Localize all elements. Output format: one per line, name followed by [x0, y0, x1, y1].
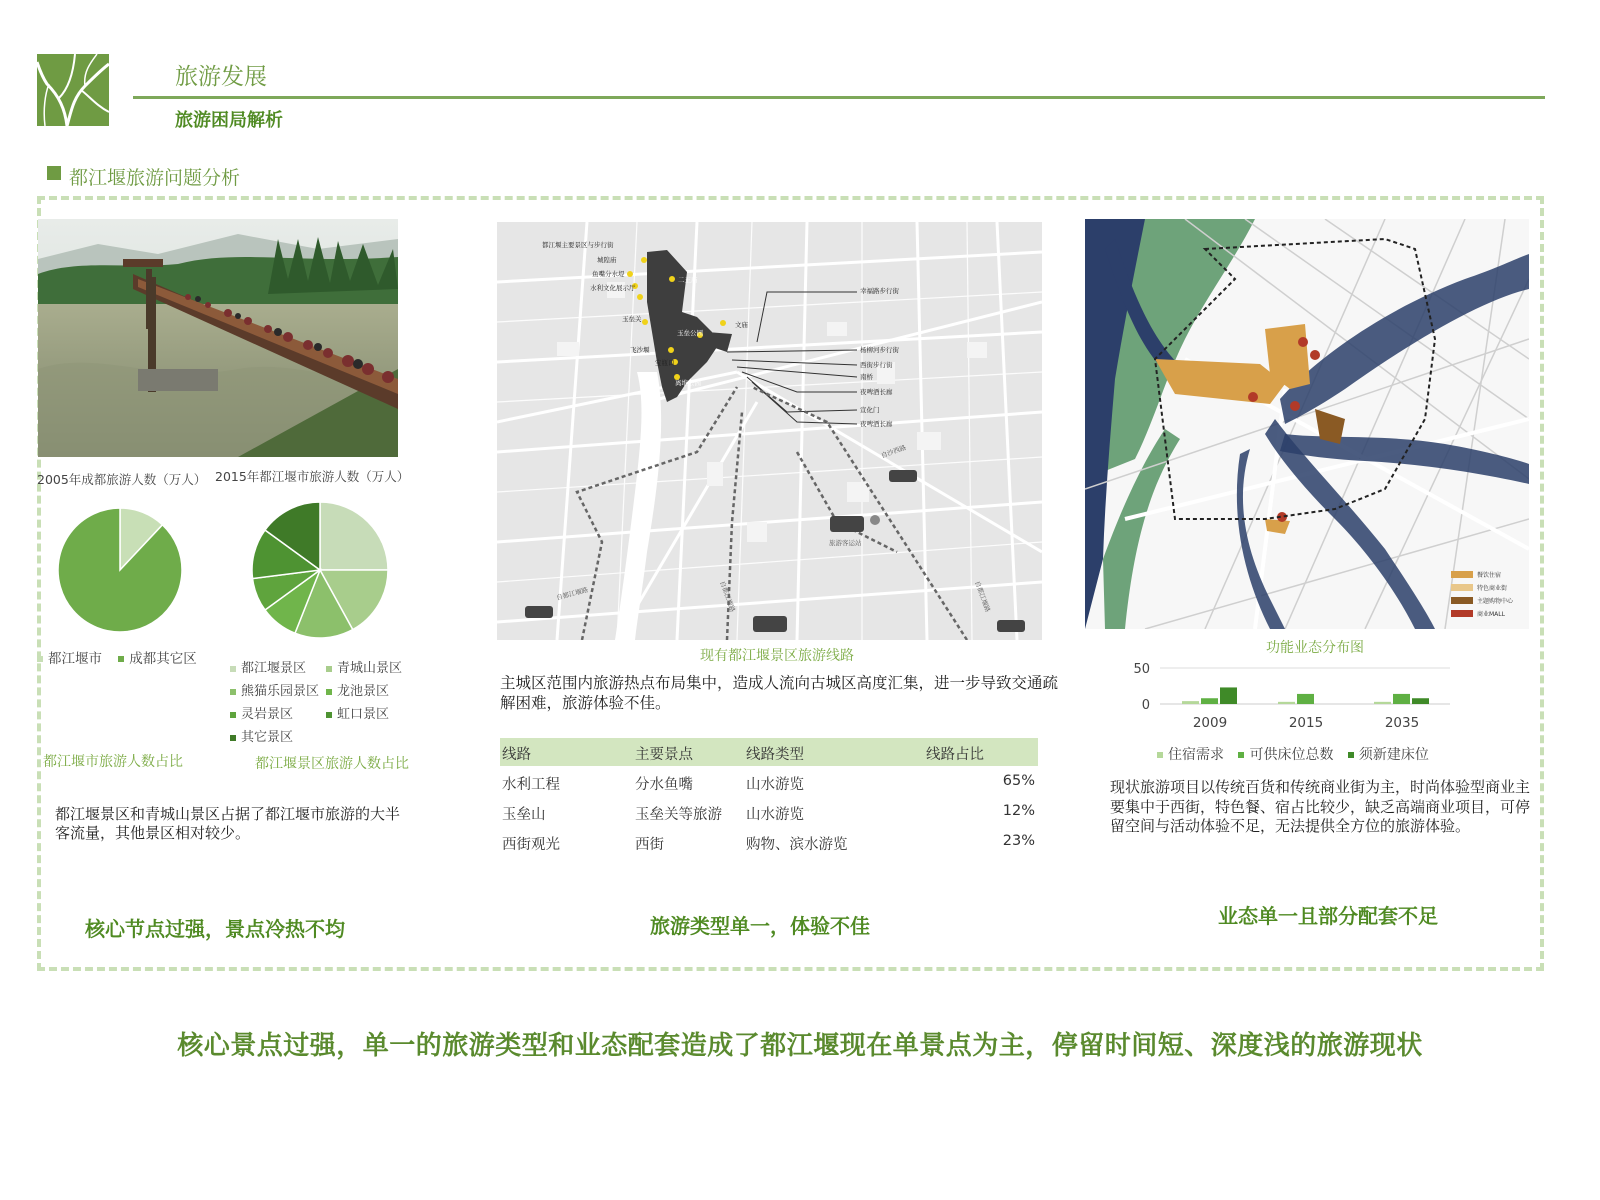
map-street-label: 西街步行街 [860, 361, 893, 369]
bed-bar-chart [1120, 655, 1460, 737]
route-table-cell: 西街观光 [502, 837, 560, 853]
pie2-legend [230, 657, 402, 749]
map-spot-label: 玉垒公园 [677, 329, 703, 337]
map-spot-label: 鱼嘴分水堤 [592, 270, 625, 278]
bar-0-1 [1201, 698, 1218, 704]
map-legend-label: 主题购物中心 [1477, 598, 1514, 605]
map-legend-label: 商业MALL [1477, 611, 1505, 618]
pie2-legend-item: 虹口景区 [337, 707, 390, 722]
bar-0-0 [1182, 701, 1199, 704]
right-paragraph: 现状旅游项目以传统百货和传统商业街为主，时尚体验型商业主要集中于西街，特色餐、宿占比较少，缺乏高端商业项目，可停留空间与活动体验不足，无法提供全方位的旅游体验。 [1110, 778, 1531, 835]
bar-chart-ytick: 0 [1141, 698, 1150, 713]
right-conclusion: 业态单一且部分配套不足 [1218, 904, 1438, 928]
map-spot-label: 都江堰主要景区与步行街 [542, 241, 614, 249]
map-route-label: 自都江堰路 [973, 579, 992, 614]
pie1-title: 2005年成都旅游人数（万人） [37, 472, 207, 487]
bar-chart-ytick: 50 [1133, 662, 1150, 677]
pie2-chart [248, 498, 392, 642]
bar-2-2 [1412, 698, 1429, 704]
route-table-cell: 水利工程 [502, 777, 560, 793]
map-street-label: 夜啤酒长廊 [860, 388, 893, 396]
function-distribution-map [1085, 219, 1529, 629]
page-title: 旅游发展 [175, 64, 267, 90]
pie1-legend-item: 成都其它区 [118, 651, 197, 667]
map-spot-label: 飞沙堰 [630, 346, 650, 354]
pie2-caption: 都江堰景区旅游人数占比 [255, 756, 409, 772]
pie1-legend [37, 647, 197, 667]
route-map-caption: 现有都江堰景区旅游线路 [700, 648, 854, 664]
map-spot-label: 宝瓶口 [655, 359, 675, 367]
bar-0-2 [1220, 687, 1237, 704]
bar-2-1 [1393, 694, 1410, 704]
middle-paragraph: 主城区范围内旅游热点布局集中，造成人流向古城区高度汇集，进一步导致交通疏解困难，旅游体验不佳。 [500, 674, 1059, 712]
route-table-cell: 分水鱼嘴 [635, 777, 693, 793]
middle-conclusion: 旅游类型单一，体验不佳 [650, 914, 870, 938]
map-spot-label: 水利文化展示厅 [590, 284, 636, 292]
bar-chart-legend [1157, 744, 1429, 764]
bar-legend-item: 须新建床位 [1348, 747, 1429, 763]
route-table-header-cell: 线路 [502, 747, 531, 763]
map-street-label: 南桥 [860, 373, 873, 381]
bridge-crowd-photo [38, 219, 398, 457]
route-table-header-cell: 主要景点 [635, 747, 693, 763]
route-table-cell: 西街 [635, 837, 664, 853]
logo-tree-icon [37, 54, 109, 126]
route-table-cell: 山水游览 [746, 777, 804, 793]
pie2-legend-item: 其它景区 [241, 730, 294, 745]
map-route-label: 旅游客运站 [829, 539, 862, 547]
summary-statement: 核心景点过强，单一的旅游类型和业态配套造成了都江堰现在单景点为主，停留时间短、深度浅的旅游现状 [177, 1031, 1423, 1061]
pie2-legend-item: 青城山景区 [337, 661, 403, 676]
map-route-label: 自都江堰路 [718, 579, 737, 614]
route-table-cell: 12% [1002, 803, 1035, 819]
pie2-slice [320, 502, 388, 570]
route-table-header-cell: 线路占比 [926, 747, 984, 763]
map-route-label: 自沙西路 [879, 443, 908, 460]
map-street-label: 夜啤酒长廊 [860, 420, 893, 428]
route-table-header-cell: 线路类型 [746, 747, 804, 763]
map-spot-label: 二王庙 [678, 276, 698, 284]
pie2-legend-item: 都江堰景区 [241, 661, 307, 676]
pie1-chart [50, 500, 190, 640]
bar-1-1 [1297, 694, 1314, 704]
bar-legend-item: 住宿需求 [1157, 747, 1224, 763]
route-table-cell: 65% [1002, 773, 1035, 789]
bar-chart-xtick: 2035 [1384, 715, 1420, 731]
bar-1-0 [1278, 702, 1295, 704]
map-spot-label: 玉垒关 [622, 315, 642, 323]
route-table-cell: 玉垒山 [502, 807, 546, 823]
map-spot-label: 文庙 [735, 321, 748, 329]
pie2-legend-item: 龙池景区 [337, 684, 390, 699]
map-street-label: 宣化门 [860, 406, 880, 414]
map-street-label: 幸福路步行街 [860, 287, 899, 295]
left-conclusion: 核心节点过强，景点冷热不均 [85, 917, 345, 941]
function-map-caption: 功能业态分布图 [1266, 640, 1364, 656]
bar-chart-xtick: 2009 [1192, 715, 1228, 731]
section-square-icon [47, 166, 61, 180]
map-spot-label: 城隍庙 [597, 256, 617, 264]
bar-legend-item: 可供床位总数 [1238, 747, 1333, 763]
pie1-slice [58, 508, 182, 632]
map-route-label: 自都江堰路 [555, 585, 589, 602]
bar-chart-xtick: 2015 [1288, 715, 1324, 731]
map-spot-label: 离堆公园 [675, 379, 701, 387]
map-legend-label: 餐饮住宿 [1477, 572, 1502, 579]
left-paragraph: 都江堰景区和青城山景区占据了都江堰市旅游的大半客流量，其他景区相对较少。 [55, 805, 401, 842]
pie1-caption: 都江堰市旅游人数占比 [43, 754, 183, 770]
header-divider [133, 96, 1545, 99]
pie2-legend-item: 灵岩景区 [241, 707, 294, 722]
map-legend-label: 特色商业街 [1477, 585, 1508, 592]
tour-route-map [497, 222, 1042, 640]
map-street-label: 杨柳河步行街 [860, 346, 899, 354]
route-table-cell: 购物、滨水游览 [746, 837, 848, 853]
route-table-cell: 山水游览 [746, 807, 804, 823]
pie2-title: 2015年都江堰市旅游人数（万人） [215, 469, 410, 484]
section-title: 都江堰旅游问题分析 [69, 167, 241, 189]
bar-2-0 [1374, 702, 1391, 704]
pie1-legend-item: 都江堰市 [37, 651, 102, 667]
pie2-legend-item: 熊猫乐园景区 [241, 684, 320, 699]
route-table-cell: 玉垒关等旅游 [635, 807, 722, 823]
page-subtitle: 旅游困局解析 [175, 110, 283, 131]
route-table-cell: 23% [1002, 833, 1035, 849]
